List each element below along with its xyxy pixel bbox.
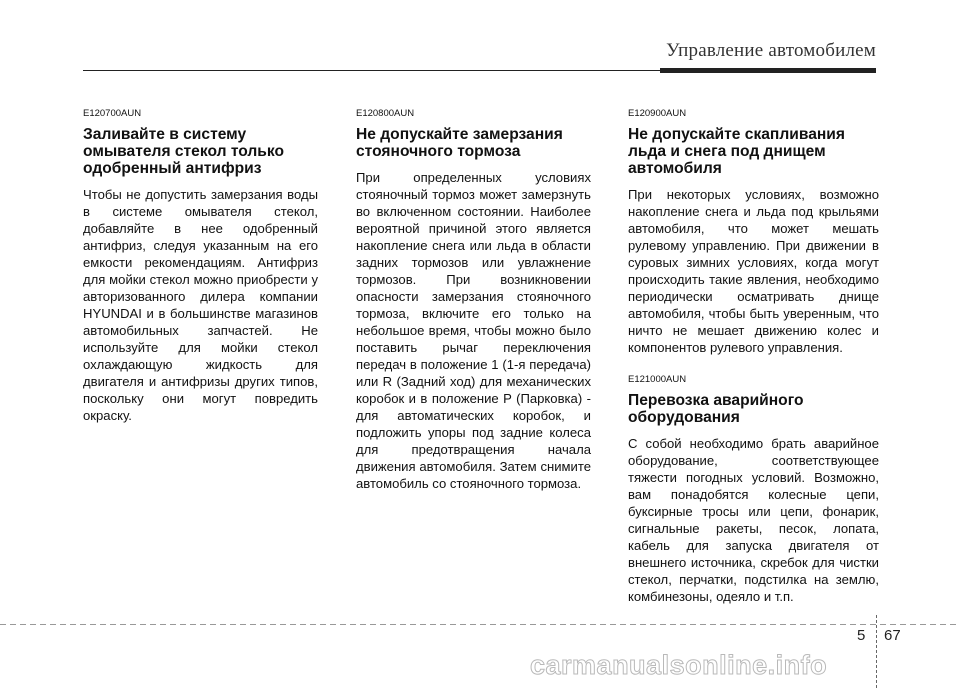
watermark-text: carmanualsonline.info [530,650,828,680]
section-heading: Не допускайте скапливания льда и снега под днищем автомобиля [628,126,845,177]
section-code: E120700AUN [83,108,142,119]
column-2 [356,108,591,492]
section-body: При определенных условиях стояночный тормоз может замерзнуть во включенном состоянии. Наиболее вероятной причиной этого является накопление снега или льда в области задних тормозов или увлажнение тормозов. При возникновении опасности замерзания стояночного тормоза, включите его только на небольшое время, чтобы можно было поставить рычаг переключения передач в положение 1 (1-я передача) или R (Задний ход) для механических коробок и в положение P (Парковка) - для автоматических коробок, и подложить упоры под задние колеса для предотвращения начала движения автомобиля. Затем снимите автомобиль со стояночного тормоза. [356,170,591,491]
section-body: При некоторых условиях, возможно накопление снега и льда под крыльями автомобиля, что может мешать рулевому управлению. При движении в суровых зимних условиях, когда могут происходить такие явления, необходимо периодически осматривать днище автомобиля, чтобы быть уверенным, что ничто не мешает движению колес и компонентов рулевого управления. [628,187,879,355]
section-washer-antifreeze [83,108,318,424]
section-body: С собой необходимо брать аварийное оборудование, соответствующее тяжести погодных условий. Возможно, вам понадобятся колесные цепи, буксирные тросы или цепи, фонарик, сигнальные ракеты, песок, лопата, кабель для запуска двигателя от внешнего источника, скребок для чистки стекол, перчатки, подстилка на землю, комбинезоны, одеяло и т.п. [628,436,879,604]
section-heading: Заливайте в систему омывателя стекол только одобренный антифриз [83,126,285,177]
column-3 [628,108,879,605]
section-heading: Не допускайте замерзания стояночного тормоза [356,126,563,160]
section-emergency-equipment [628,374,879,605]
header-rule-accent [660,68,876,73]
section-ice-under-car [628,108,879,356]
section-body: Чтобы не допустить замерзания воды в системе омывателя стекол, добавляйте в нее одобренный антифриз, следуя указанным на его емкости рекомендациям. Антифриз для мойки стекол можно приобрести у авторизованного дилера компании HYUNDAI и в большинстве магазинов автомобильных запчастей. Не используйте для мойки стекол охлаждающую жидкость для двигателя и антифризы других типов, поскольку они могут повредить окраску. [83,187,318,423]
section-code: E120900AUN [628,108,687,119]
page-number: 67 [884,627,901,644]
page-number-divider [876,615,877,689]
column-1 [83,108,318,424]
section-code: E121000AUN [628,374,687,385]
section-parking-brake [356,108,591,492]
section-code: E120800AUN [356,108,415,119]
header-title: Управление автомобилем [666,40,876,61]
footer-rule [0,624,960,625]
chapter-number: 5 [857,627,866,644]
section-heading: Перевозка аварийного оборудования [628,392,804,426]
